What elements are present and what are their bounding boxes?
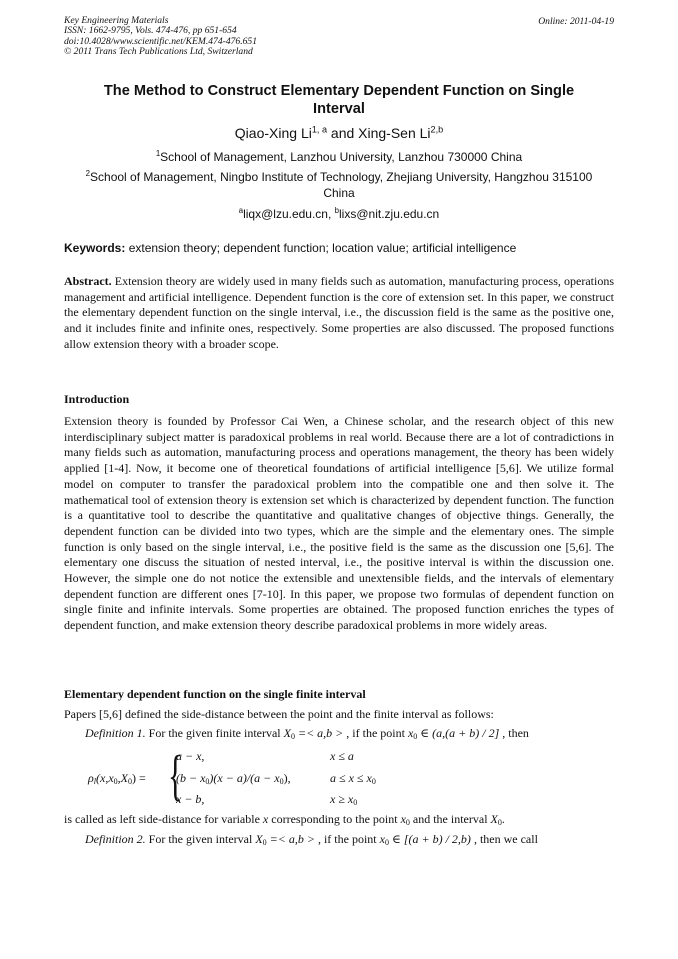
email-b: lixs@nit.zju.edu.cn bbox=[339, 207, 440, 221]
author-emails bbox=[64, 206, 614, 222]
title-line-2: Interval bbox=[313, 101, 365, 117]
piecewise-brace: { bbox=[168, 745, 183, 807]
online-date: Online: 2011-04-19 bbox=[538, 16, 614, 27]
affiliation-2-text: School of Management, Ningbo Institute of Technology, Zhejiang University, Hangzhou 315100 bbox=[90, 170, 593, 184]
definition-2: Definition 2. For the given interval $X_0 =< a,b$ > , if the point $x_0$ ∈ [(a + b) / 2,b) , then we call bbox=[85, 832, 538, 847]
keywords-label: Keywords: bbox=[64, 241, 126, 255]
journal-header bbox=[64, 16, 257, 58]
author-2: Xing-Sen Li bbox=[358, 125, 431, 141]
author-conjunction: and bbox=[327, 125, 359, 141]
case-3-expression: x − b, bbox=[176, 792, 205, 806]
definition-1-label: Definition 1. bbox=[85, 726, 146, 740]
case-1-expression: a − x, bbox=[176, 749, 205, 763]
abstract bbox=[64, 274, 614, 353]
journal-name: Key Engineering Materials bbox=[64, 15, 169, 26]
affiliation-1-text: School of Management, Lanzhou University, Lanzhou 730000 China bbox=[160, 150, 523, 164]
copyright-line: © 2011 Trans Tech Publications Ltd, Switzerland bbox=[64, 46, 253, 58]
case-2-condition: $a \le x \le x_0$ bbox=[330, 771, 376, 786]
author-2-affiliation-mark: 2,b bbox=[430, 124, 444, 135]
author-list bbox=[64, 125, 614, 141]
affiliation-2 bbox=[64, 169, 614, 201]
section-heading: Elementary dependent function on the single finite interval bbox=[64, 687, 366, 701]
keywords-text: extension theory; dependent function; location value; artificial intelligence bbox=[125, 241, 517, 255]
author-1: Qiao-Xing Li bbox=[234, 125, 312, 141]
author-1-affiliation-mark: 1, a bbox=[311, 124, 328, 135]
section-intro: Papers [5,6] defined the side-distance between the point and the finite interval as follows: bbox=[64, 707, 494, 721]
affiliation-1 bbox=[64, 149, 614, 165]
abstract-text: Extension theory are widely used in many fields such as automation, manufacturing process, operations management and artificial intelligence. Dependent function is the core of extension set. In this paper, we construct the elementary dependent function on the single interval, i.e., the discussion field is the same as the positive one, and it includes finite and infinite ones, respectively. Some properties are also discussed. The proposed functions allow extension theory with a broader scope. bbox=[64, 274, 614, 351]
doi-line: doi:10.4028/www.scientific.net/KEM.474-476.651 bbox=[64, 35, 258, 47]
affiliation-2-country: China bbox=[323, 186, 355, 200]
email-a: liqx@lzu.edu.cn, bbox=[243, 207, 335, 221]
left-side-distance-sentence: is called as left side-distance for variable x corresponding to the point $x_0$ and the interval $X_0$. bbox=[64, 812, 505, 827]
affiliation-1-mark: 1 bbox=[155, 149, 161, 158]
introduction-text: Extension theory is founded by Professor Cai Wen, a Chinese scholar, and the research object of this new interdisciplinary subject matter is paradoxical problems in real world. Because there are a lot of contradictions in many fields such as automation, manufacturing process and operations management, the theory has been widely applied [1-4]. Now, it become one of theoretical foundations of artificial intelligence [5,6]. We utilize formal model on computer to transfer the paradoxical problem into the compatible one and then solve it. The mathematical tool of extension theory is extension set which is characterized by dependent function. The function is a quantitative tool to describe the quantitative and qualitative changes of objective things. Generally, the dependent function can be divided into two types, which are the simple and the elementary ones. The simple function is only based on the single interval, i.e., the positive field is the same as the discussion one [5,6]. The elementary one discuss the situation of nested interval, i.e., the positive interval is within the discussion one. However, the simple one do not notice the extensible and unextensible fields, and the intervals of elementary dependent function are different ones [7-10]. In this paper, we propose two formulas of dependent function on single finite and infinite intervals. Some properties are obtained. The proposed function enriches the types of dependent function, and make extension theory describe paradoxical problems in more widely areas. bbox=[64, 414, 614, 633]
definition-2-label: Definition 2. bbox=[85, 832, 146, 846]
case-1-condition: x ≤ a bbox=[330, 749, 354, 763]
case-3-condition: $x \ge x_0$ bbox=[330, 792, 358, 807]
keywords bbox=[64, 241, 516, 255]
abstract-label: Abstract. bbox=[64, 274, 112, 288]
title-line-1: The Method to Construct Elementary Dependent Function on Single bbox=[103, 83, 575, 99]
paper-title bbox=[64, 82, 614, 118]
introduction-heading: Introduction bbox=[64, 392, 130, 406]
email-a-mark: a bbox=[238, 206, 244, 215]
issn-line: ISSN: 1662-9795, Vols. 474-476, pp 651-654 bbox=[64, 25, 237, 37]
definition-1: Definition 1. For the given finite interval $X_0 =< a,b$ > , if the point $x_0$ ∈ (a,(a + b) / 2] , then bbox=[85, 726, 529, 741]
affiliation-2-mark: 2 bbox=[85, 169, 91, 178]
case-2-expression: $(b - x_0)(x - a)/(a - x_0)$, bbox=[176, 771, 291, 786]
email-b-mark: b bbox=[334, 206, 339, 215]
equation-lhs: $\rho_l(x,x_0,X_0)$ = bbox=[88, 771, 146, 786]
